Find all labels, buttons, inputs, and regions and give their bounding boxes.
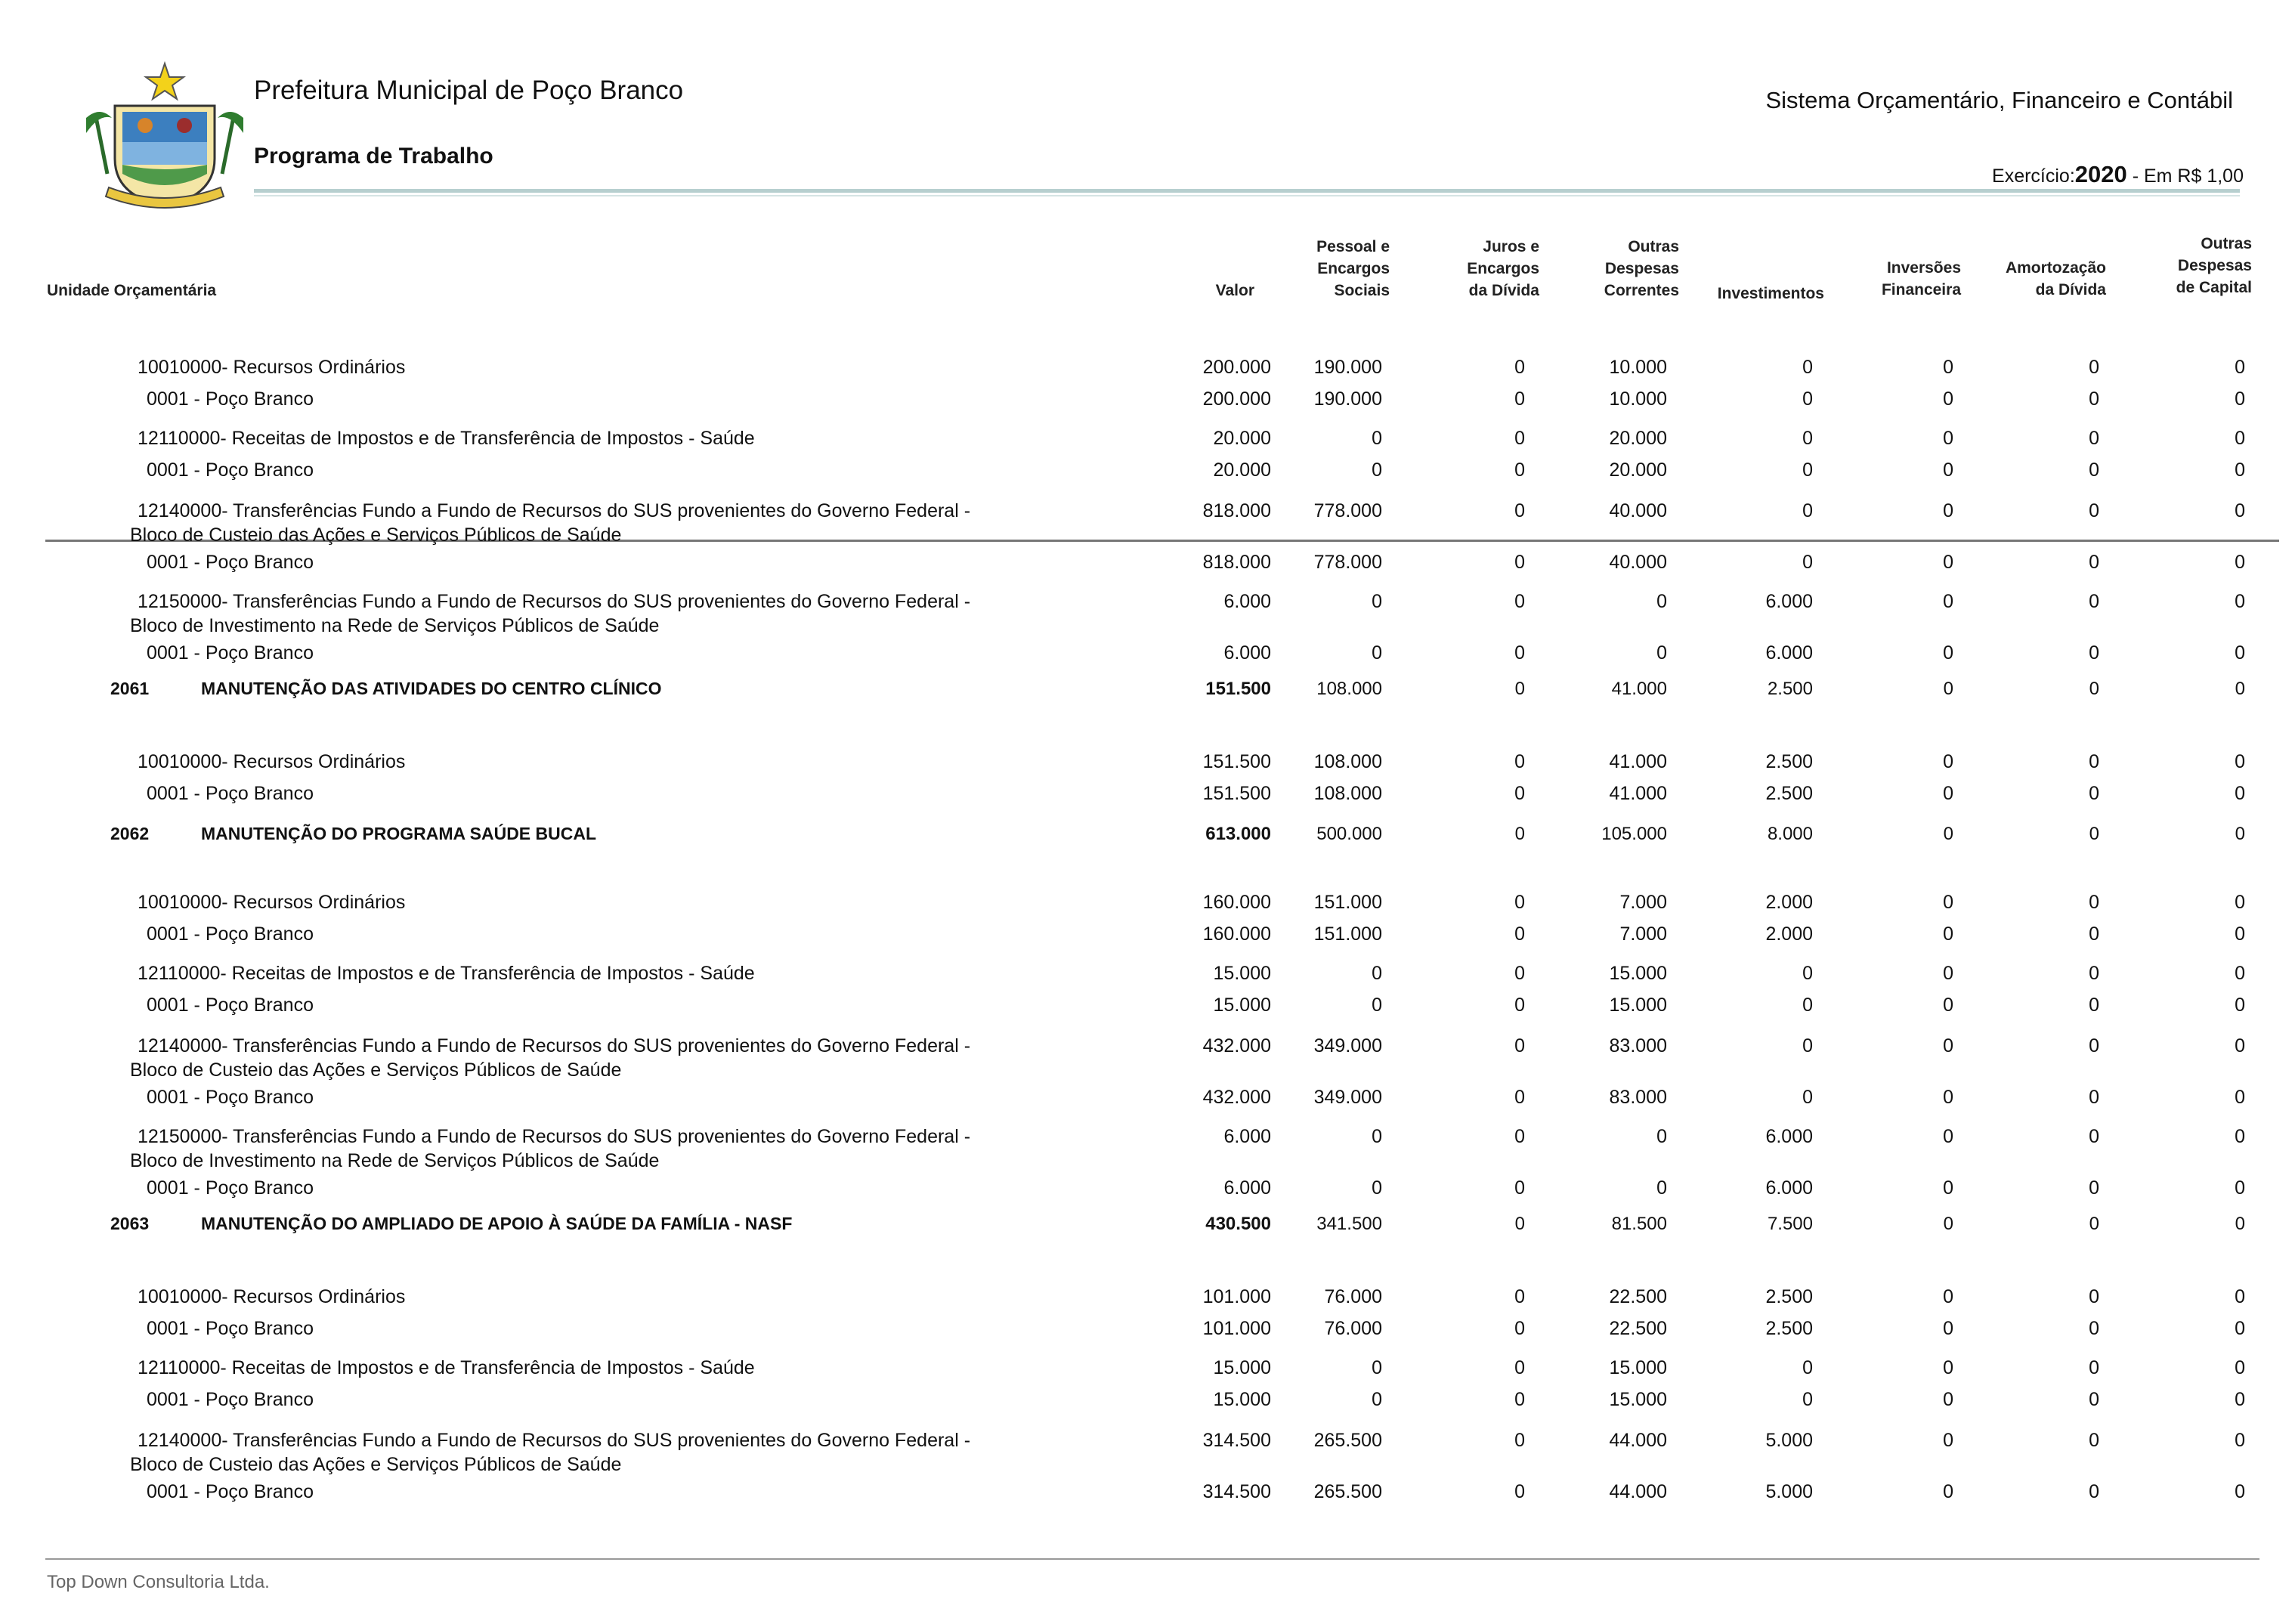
cell-value: 0: [1514, 751, 1525, 772]
cell-value: 0: [2089, 783, 2099, 804]
cell-value: 0: [1943, 500, 1953, 521]
action-title: MANUTENÇÃO DO AMPLIADO DE APOIO À SAÚDE DA FAMÍLIA - NASF: [201, 1214, 793, 1233]
cell-value: 101.000: [1202, 1286, 1271, 1307]
cell-value: 0: [1943, 357, 1953, 378]
cell-value: 7.000: [1619, 923, 1667, 945]
cell-value: 0: [1943, 591, 1953, 612]
unit-description: 0001 - Poço Branco: [147, 783, 314, 804]
action-code: 2062: [110, 824, 150, 843]
cell-value: 0: [2235, 500, 2245, 521]
cell-value: 0: [1514, 428, 1525, 449]
cell-value: 0: [2235, 1087, 2245, 1108]
cell-value: 0: [2235, 995, 2245, 1016]
col-amortizacao: Amortozação da Dívida: [2005, 259, 2106, 299]
cell-value: 0: [2089, 1389, 2099, 1410]
action-title: MANUTENÇÃO DAS ATIVIDADES DO CENTRO CLÍNICO: [201, 679, 662, 698]
resource-row: [0, 500, 2295, 546]
cell-value: 20.000: [1609, 428, 1667, 449]
cell-value: 0: [1943, 459, 1953, 481]
cell-value: 0: [1514, 1177, 1525, 1199]
cell-value: 0: [1802, 459, 1813, 481]
resource-description-continued: Bloco de Custeio das Ações e Serviços Públicos de Saúde: [130, 1454, 622, 1475]
cell-value: 41.000: [1609, 751, 1667, 772]
unit-description: 0001 - Poço Branco: [147, 459, 314, 481]
cell-value: 6.000: [1223, 1126, 1271, 1147]
col-unidade: Unidade Orçamentária: [47, 282, 217, 299]
cell-value: 0: [1943, 751, 1953, 772]
cell-value: 0: [1943, 824, 1953, 844]
unit-description: 0001 - Poço Branco: [147, 388, 314, 410]
cell-value: 160.000: [1202, 892, 1271, 913]
cell-value: 0: [2235, 1357, 2245, 1378]
cell-value: 0: [1943, 552, 1953, 573]
cell-value: 0: [1943, 642, 1953, 664]
footer-text: Top Down Consultoria Ltda.: [47, 1572, 270, 1592]
cell-value: 0: [2235, 963, 2245, 984]
cell-value: 15.000: [1609, 1357, 1667, 1378]
cell-value: 83.000: [1609, 1087, 1667, 1108]
cell-value: 0: [2089, 923, 2099, 945]
col-valor: Valor: [1215, 282, 1254, 299]
cell-value: 0: [1514, 1126, 1525, 1147]
resource-row: [0, 1430, 2295, 1475]
cell-value: 314.500: [1202, 1481, 1271, 1502]
action-title: MANUTENÇÃO DO PROGRAMA SAÚDE BUCAL: [201, 824, 597, 843]
cell-value: 0: [2089, 892, 2099, 913]
unit-row: [0, 995, 2295, 1019]
unit-description: 0001 - Poço Branco: [147, 1389, 314, 1410]
resource-description: 12110000- Receitas de Impostos e de Transferência de Impostos - Saúde: [138, 428, 755, 449]
cell-value: 0: [1514, 1389, 1525, 1410]
cell-value: 105.000: [1601, 824, 1667, 844]
cell-value: 432.000: [1202, 1035, 1271, 1056]
cell-value: 0: [2235, 1035, 2245, 1056]
cell-value: 0: [1943, 1430, 1953, 1451]
cell-value: 0: [1372, 1126, 1382, 1147]
cell-value: 265.500: [1313, 1481, 1382, 1502]
col-pessoal: Pessoal e Encargos Sociais: [1316, 238, 1390, 299]
resource-row: [0, 1035, 2295, 1081]
cell-value: 44.000: [1609, 1481, 1667, 1502]
cell-value: 0: [1514, 995, 1525, 1016]
unit-description: 0001 - Poço Branco: [147, 923, 314, 945]
unit-row: [0, 1389, 2295, 1413]
cell-value: 0: [1372, 642, 1382, 664]
resource-row: [0, 1357, 2295, 1381]
cell-value: 0: [1372, 1389, 1382, 1410]
cell-value: 0: [1943, 1126, 1953, 1147]
cell-value: 40.000: [1609, 552, 1667, 573]
cell-value: 15.000: [1609, 1389, 1667, 1410]
resource-description: 12110000- Receitas de Impostos e de Transferência de Impostos - Saúde: [138, 1357, 755, 1378]
cell-value: 0: [1943, 388, 1953, 410]
cell-value: 0: [2235, 642, 2245, 664]
resource-description: 10010000- Recursos Ordinários: [138, 357, 406, 378]
resource-description: 12150000- Transferências Fundo a Fundo de Recursos do SUS provenientes do Governo Federal -: [138, 591, 971, 612]
cell-value: 151.000: [1313, 892, 1382, 913]
cell-value: 0: [1802, 357, 1813, 378]
cell-value: 0: [1514, 1430, 1525, 1451]
cell-value: 190.000: [1313, 388, 1382, 410]
cell-value: 83.000: [1609, 1035, 1667, 1056]
cell-value: 0: [2089, 1087, 2099, 1108]
cell-value: 2.000: [1765, 892, 1813, 913]
col-juros: Juros e Encargos da Dívida: [1467, 238, 1539, 299]
action-row: [0, 824, 2295, 848]
unit-description: 0001 - Poço Branco: [147, 1481, 314, 1502]
cell-value: 0: [1514, 1087, 1525, 1108]
cell-value: 0: [1372, 591, 1382, 612]
cell-value: 0: [2089, 1035, 2099, 1056]
cell-value: 0: [1372, 1357, 1382, 1378]
cell-value: 0: [2235, 1126, 2245, 1147]
unit-row: [0, 1087, 2295, 1111]
action-row: [0, 679, 2295, 703]
cell-value: 0: [1943, 679, 1953, 699]
cell-value: 0: [2235, 459, 2245, 481]
resource-description: 12110000- Receitas de Impostos e de Transferência de Impostos - Saúde: [138, 963, 755, 984]
cell-value: 0: [2235, 388, 2245, 410]
cell-value: 0: [2235, 1430, 2245, 1451]
cell-value: 0: [1943, 1318, 1953, 1339]
cell-value: 41.000: [1609, 783, 1667, 804]
unit-row: [0, 552, 2295, 576]
cell-value: 0: [1943, 1286, 1953, 1307]
cell-value: 0: [2235, 892, 2245, 913]
cell-value: 76.000: [1324, 1286, 1382, 1307]
system-name: Sistema Orçamentário, Financeiro e Contábil: [1765, 87, 2233, 113]
cell-value: 0: [1514, 357, 1525, 378]
cell-value: 0: [1943, 428, 1953, 449]
cell-value: 101.000: [1202, 1318, 1271, 1339]
cell-value: 0: [1656, 1126, 1667, 1147]
resource-description-continued: Bloco de Investimento na Rede de Serviços Públicos de Saúde: [130, 1150, 660, 1171]
unit-row: [0, 1481, 2295, 1505]
cell-value: 0: [1372, 995, 1382, 1016]
cell-value: 0: [1514, 552, 1525, 573]
cell-value: 40.000: [1609, 500, 1667, 521]
cell-value: 0: [2235, 1389, 2245, 1410]
cell-value: 0: [1943, 1357, 1953, 1378]
cell-value: 15.000: [1609, 963, 1667, 984]
cell-value: 15.000: [1213, 1389, 1271, 1410]
cell-value: 20.000: [1213, 459, 1271, 481]
unit-description: 0001 - Poço Branco: [147, 642, 314, 664]
cell-value: 0: [1802, 963, 1813, 984]
cell-value: 341.500: [1316, 1214, 1382, 1234]
cell-value: 0: [2089, 500, 2099, 521]
cell-value: 0: [1514, 783, 1525, 804]
resource-description-continued: Bloco de Custeio das Ações e Serviços Públicos de Saúde: [130, 524, 622, 546]
cell-value: 151.000: [1313, 923, 1382, 945]
cell-value: 44.000: [1609, 1430, 1667, 1451]
unit-description: 0001 - Poço Branco: [147, 1177, 314, 1199]
cell-value: 0: [1514, 892, 1525, 913]
cell-value: 0: [1514, 591, 1525, 612]
cell-value: 8.000: [1767, 824, 1813, 844]
cell-value: 0: [2089, 1286, 2099, 1307]
cell-value: 6.000: [1765, 591, 1813, 612]
resource-description: 12150000- Transferências Fundo a Fundo de Recursos do SUS provenientes do Governo Federal -: [138, 1126, 971, 1147]
cell-value: 0: [2235, 428, 2245, 449]
cell-value: 0: [1372, 1177, 1382, 1199]
cell-value: 6.000: [1765, 642, 1813, 664]
cell-value: 818.000: [1202, 552, 1271, 573]
action-code: 2063: [110, 1214, 150, 1233]
cell-value: 0: [2235, 1286, 2245, 1307]
unit-description: 0001 - Poço Branco: [147, 1087, 314, 1108]
cell-value: 0: [2089, 388, 2099, 410]
cell-value: 6.000: [1223, 642, 1271, 664]
cell-value: 349.000: [1313, 1035, 1382, 1056]
cell-value: 6.000: [1765, 1177, 1813, 1199]
resource-description-continued: Bloco de Custeio das Ações e Serviços Públicos de Saúde: [130, 1059, 622, 1081]
cell-value: 0: [1802, 1035, 1813, 1056]
cell-value: 200.000: [1202, 388, 1271, 410]
cell-value: 0: [2235, 552, 2245, 573]
unit-description: 0001 - Poço Branco: [147, 995, 314, 1016]
cell-value: 76.000: [1324, 1318, 1382, 1339]
resource-row: [0, 751, 2295, 775]
resource-description: 12140000- Transferências Fundo a Fundo de Recursos do SUS provenientes do Governo Federal -: [138, 1430, 971, 1451]
cell-value: 15.000: [1609, 995, 1667, 1016]
cell-value: 0: [1372, 459, 1382, 481]
cell-value: 0: [1514, 1286, 1525, 1307]
cell-value: 0: [1514, 963, 1525, 984]
cell-value: 0: [2089, 824, 2099, 844]
cell-value: 108.000: [1313, 751, 1382, 772]
cell-value: 0: [2089, 1214, 2099, 1234]
cell-value: 160.000: [1202, 923, 1271, 945]
cell-value: 0: [2235, 1318, 2245, 1339]
cell-value: 0: [1943, 995, 1953, 1016]
cell-value: 10.000: [1609, 357, 1667, 378]
cell-value: 0: [1943, 923, 1953, 945]
cell-value: 0: [1514, 923, 1525, 945]
cell-value: 0: [1656, 591, 1667, 612]
cell-value: 0: [2235, 1177, 2245, 1199]
unit-row: [0, 459, 2295, 484]
cell-value: 0: [1943, 1389, 1953, 1410]
cell-value: 0: [1514, 1318, 1525, 1339]
cell-value: 0: [2089, 1126, 2099, 1147]
page-title: Programa de Trabalho: [254, 144, 493, 169]
cell-value: 7.000: [1619, 892, 1667, 913]
cell-value: 0: [1514, 500, 1525, 521]
resource-row: [0, 963, 2295, 987]
cell-value: 0: [2089, 591, 2099, 612]
cell-value: 0: [1802, 500, 1813, 521]
cell-value: 0: [1514, 459, 1525, 481]
unit-row: [0, 388, 2295, 413]
cell-value: 0: [1514, 388, 1525, 410]
cell-value: 0: [2089, 751, 2099, 772]
cell-value: 0: [1802, 1087, 1813, 1108]
cell-value: 778.000: [1313, 500, 1382, 521]
cell-value: 6.000: [1223, 1177, 1271, 1199]
cell-value: 0: [1514, 1357, 1525, 1378]
cell-value: 0: [2089, 552, 2099, 573]
cell-value: 190.000: [1313, 357, 1382, 378]
cell-value: 0: [1802, 995, 1813, 1016]
cell-value: 818.000: [1202, 500, 1271, 521]
cell-value: 0: [2235, 1481, 2245, 1502]
col-outras-correntes: Outras Despesas Correntes: [1604, 238, 1679, 299]
cell-value: 2.500: [1765, 751, 1813, 772]
cell-value: 7.500: [1767, 1214, 1813, 1234]
cell-value: 0: [2089, 642, 2099, 664]
cell-value: 0: [1514, 824, 1525, 844]
unit-description: 0001 - Poço Branco: [147, 1318, 314, 1339]
cell-value: 2.500: [1767, 679, 1813, 699]
cell-value: 151.500: [1202, 751, 1271, 772]
cell-value: 0: [2089, 428, 2099, 449]
cell-value: 0: [1943, 783, 1953, 804]
cell-value: 0: [1943, 1035, 1953, 1056]
unit-row: [0, 642, 2295, 667]
cell-value: 0: [2235, 357, 2245, 378]
cell-value: 2.500: [1765, 1318, 1813, 1339]
col-investimentos: Investimentos: [1717, 285, 1824, 302]
cell-value: 20.000: [1609, 459, 1667, 481]
cell-value: 0: [2089, 1430, 2099, 1451]
cell-value: 0: [2089, 1177, 2099, 1199]
cell-value: 2.500: [1765, 1286, 1813, 1307]
cell-value: 0: [2089, 1481, 2099, 1502]
cell-value: 0: [1802, 1389, 1813, 1410]
cell-value: 15.000: [1213, 1357, 1271, 1378]
resource-description: 10010000- Recursos Ordinários: [138, 892, 406, 913]
resource-row: [0, 1126, 2295, 1171]
cell-value: 500.000: [1316, 824, 1382, 844]
currency-label: - Em R$ 1,00: [2126, 165, 2244, 187]
unit-row: [0, 1318, 2295, 1342]
cell-value: 0: [1943, 1177, 1953, 1199]
cell-value: 0: [1802, 388, 1813, 410]
resource-row: [0, 1286, 2295, 1310]
cell-value: 6.000: [1223, 591, 1271, 612]
cell-value: 20.000: [1213, 428, 1271, 449]
resource-description: 12140000- Transferências Fundo a Fundo de Recursos do SUS provenientes do Governo Federal -: [138, 1035, 971, 1056]
cell-value: 0: [1372, 428, 1382, 449]
cell-value: 41.000: [1611, 679, 1667, 699]
resource-description: 10010000- Recursos Ordinários: [138, 751, 406, 772]
resource-row: [0, 428, 2295, 452]
cell-value: 200.000: [1202, 357, 1271, 378]
cell-value: 314.500: [1202, 1430, 1271, 1451]
cell-value: 5.000: [1765, 1481, 1813, 1502]
cell-value: 0: [1514, 1214, 1525, 1234]
cell-value: 778.000: [1313, 552, 1382, 573]
cell-value: 2.500: [1765, 783, 1813, 804]
cell-value: 0: [2089, 459, 2099, 481]
cell-value: 0: [1514, 642, 1525, 664]
cell-value: 0: [1943, 892, 1953, 913]
cell-value: 5.000: [1765, 1430, 1813, 1451]
unit-row: [0, 923, 2295, 948]
cell-value: 432.000: [1202, 1087, 1271, 1108]
cell-value: 22.500: [1609, 1286, 1667, 1307]
exercise-year: 2020: [2074, 161, 2127, 187]
cell-value: 0: [2235, 1214, 2245, 1234]
cell-value: 151.500: [1202, 783, 1271, 804]
cell-value: 15.000: [1213, 963, 1271, 984]
footer-divider: [45, 1558, 2259, 1560]
col-inversoes: Inversões Financeira: [1881, 259, 1961, 299]
cell-value: 0: [2089, 995, 2099, 1016]
unit-row: [0, 1177, 2295, 1202]
cell-value: 0: [1514, 1035, 1525, 1056]
cell-value: 0: [1943, 963, 1953, 984]
cell-value: 0: [2089, 357, 2099, 378]
exercise-label: Exercício:: [1992, 165, 2075, 187]
cell-value: 2.000: [1765, 923, 1813, 945]
cell-value: 0: [1514, 1481, 1525, 1502]
cell-value: 0: [2089, 1318, 2099, 1339]
cell-value: 0: [2235, 824, 2245, 844]
cell-value: 0: [1372, 963, 1382, 984]
cell-value: 0: [1943, 1214, 1953, 1234]
resource-row: [0, 892, 2295, 916]
cell-value: 0: [2235, 751, 2245, 772]
cell-value: 0: [1802, 1357, 1813, 1378]
cell-value: 0: [2235, 783, 2245, 804]
cell-value: 613.000: [1205, 824, 1271, 844]
cell-value: 81.500: [1611, 1214, 1667, 1234]
cell-value: 0: [2235, 679, 2245, 699]
action-row: [0, 1214, 2295, 1238]
org-name: Prefeitura Municipal de Poço Branco: [254, 76, 684, 105]
cell-value: 0: [1656, 1177, 1667, 1199]
resource-row: [0, 591, 2295, 636]
cell-value: 0: [2089, 679, 2099, 699]
cell-value: 0: [1656, 642, 1667, 664]
cell-value: 151.500: [1205, 679, 1271, 699]
cell-value: 0: [2089, 1357, 2099, 1378]
cell-value: 108.000: [1316, 679, 1382, 699]
cell-value: 0: [1802, 552, 1813, 573]
cell-value: 0: [1943, 1481, 1953, 1502]
col-outras-capital: Outras Despesas de Capital: [2176, 235, 2252, 296]
cell-value: 349.000: [1313, 1087, 1382, 1108]
cell-value: 430.500: [1205, 1214, 1271, 1234]
resource-description: 10010000- Recursos Ordinários: [138, 1286, 406, 1307]
cell-value: 10.000: [1609, 388, 1667, 410]
cell-value: 0: [2235, 923, 2245, 945]
resource-description: 12140000- Transferências Fundo a Fundo de Recursos do SUS provenientes do Governo Federal -: [138, 500, 971, 521]
cell-value: 265.500: [1313, 1430, 1382, 1451]
action-code: 2061: [110, 679, 150, 698]
cell-value: 0: [2235, 591, 2245, 612]
cell-value: 0: [2089, 963, 2099, 984]
cell-value: 6.000: [1765, 1126, 1813, 1147]
cell-value: 15.000: [1213, 995, 1271, 1016]
cell-value: 22.500: [1609, 1318, 1667, 1339]
resource-row: [0, 357, 2295, 381]
cell-value: 0: [1514, 679, 1525, 699]
cell-value: 108.000: [1313, 783, 1382, 804]
cell-value: 0: [1802, 428, 1813, 449]
unit-row: [0, 783, 2295, 807]
resource-description-continued: Bloco de Investimento na Rede de Serviços Públicos de Saúde: [130, 615, 660, 636]
cell-value: 0: [1943, 1087, 1953, 1108]
unit-description: 0001 - Poço Branco: [147, 552, 314, 573]
